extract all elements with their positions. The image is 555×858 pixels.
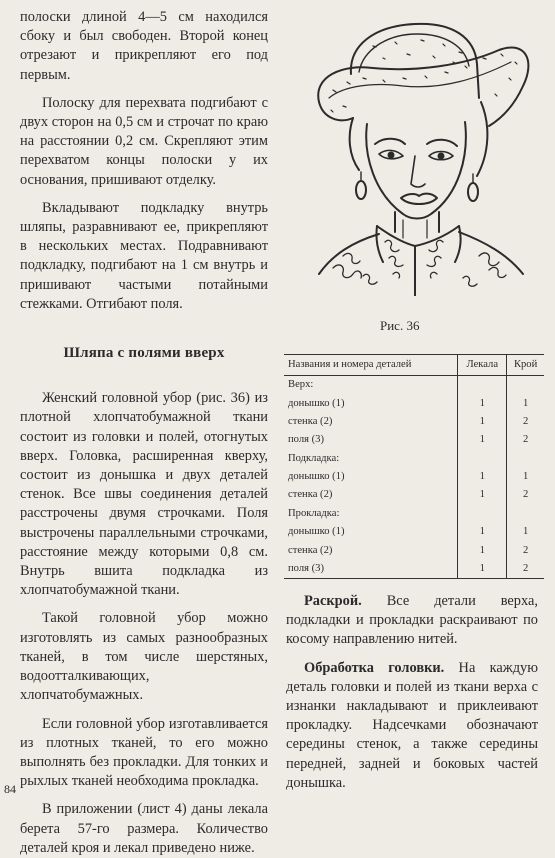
paragraph (286, 659, 538, 793)
table-cell: Верх: (288, 379, 314, 391)
section-title: Шляпа с полями вверх (63, 345, 225, 362)
column-header: Лекала (458, 355, 507, 376)
table-cell: поля (3) (284, 560, 458, 579)
table-row (284, 431, 544, 449)
table-cell: 1 (458, 431, 507, 449)
table-cell (507, 450, 544, 468)
table-cell: Прокладка: (288, 507, 340, 519)
table-cell: 1 (522, 397, 529, 409)
table-cell: 1 (458, 394, 507, 412)
table-cell: донышко (1) (288, 526, 345, 538)
table-cell: донышко (1) (288, 397, 345, 409)
table-row (284, 450, 544, 468)
table-cell: донышко (1) (288, 471, 345, 483)
table-cell (458, 450, 507, 468)
paragraph: Если головной убор изготавливается из плотных тканей, то его можно выполнять без прокладки. Для тонких и рыхлых тканей необходима прокладка. (20, 715, 268, 790)
table-header-row (284, 355, 544, 376)
table-cell: 1 (458, 541, 507, 559)
table-row (284, 394, 544, 412)
run-in-heading: Обработка головки. (304, 659, 445, 676)
figure-caption: Рис. 36 (380, 318, 420, 333)
table-cell: стенка (2) (288, 489, 333, 501)
table-cell: 2 (522, 434, 529, 446)
table-row (284, 541, 544, 559)
right-column (286, 592, 538, 793)
column-header: Крой (507, 355, 544, 376)
table-cell: Подкладка: (288, 452, 340, 464)
table-cell (458, 505, 507, 523)
table-cell (507, 505, 544, 523)
table-cell: 1 (522, 526, 529, 538)
table-cell: стенка (2) (288, 415, 333, 427)
left-column (20, 8, 268, 858)
table-cell (458, 376, 507, 395)
table-cell: 1 (458, 486, 507, 504)
table-cell: 1 (458, 468, 507, 486)
paragraph: В приложении (лист 4) даны лекала берета 57-го размера. Количество деталей кроя и лекал приведено ниже. (20, 801, 268, 856)
parts-table (284, 354, 544, 579)
table-cell: 1 (458, 560, 507, 579)
page-number: 84 (4, 782, 16, 796)
paragraph (286, 592, 538, 650)
hat-illustration (303, 6, 537, 296)
paragraph-text: На каждую деталь головки и полей из ткани верха с изнанки накладывают и приклеивают прокладку. Надсечками обозначают середины стенок, а также середины передней, задней и боковых частей донышка. (286, 659, 538, 791)
paragraph: Женский головной убор (рис. 36) из плотной хлопчатобумажной ткани состоит из головки и полей, отогнутых вверх. Головка, расширенная кверху, состоит из донышка и двух деталей стенок. Все швы соединения деталей расстрочены двумя строчками. Поля выстрочены параллельными строчками, расстояние между которыми 0,8 см. Внутрь вшита подкладка из хлопчатобумажной ткани. (20, 390, 268, 599)
table-row (284, 413, 544, 431)
table-cell: 2 (522, 544, 529, 556)
table-row (284, 523, 544, 541)
column-header: Названия и номера деталей (284, 355, 458, 376)
table-cell: 1 (458, 523, 507, 541)
paragraph: Вкладывают подкладку внутрь шляпы, разравнивают ее, прикрепляют в нескольких местах. Подравнивают подкладку, подгибают на 1 см внутрь и пришивают частыми потайными стежками. Отгибают поля. (20, 199, 268, 312)
table-row (284, 560, 544, 579)
run-in-heading: Раскрой. (304, 593, 362, 609)
table-row (284, 486, 544, 504)
table-cell: 2 (522, 415, 529, 427)
table-cell (507, 376, 544, 395)
table-cell: 1 (522, 471, 529, 483)
table-row (284, 505, 544, 523)
paragraph: полоски длиной 4—5 см находился сбоку и был свободен. Второй конец отрезают и прикрепляют его под первым. (20, 9, 268, 83)
table-cell: 2 (522, 489, 529, 501)
table-row (284, 468, 544, 486)
paragraph: Полоску для перехвата подгибают с двух сторон на 0,5 см и строчат по краю на расстоянии 0,2 см. Скрепляют этим перехватом концы полоски у их основания, пришивают отделку. (20, 94, 268, 188)
table-cell: 1 (458, 413, 507, 431)
paragraph: Такой головной убор можно изготовлять из самых разнообразных тканей, в том числе шерстяных, водоотталкивающих, хлопчатобумажных. (20, 610, 268, 704)
table-cell: стенка (2) (288, 544, 333, 556)
table-row (284, 376, 544, 395)
table-cell: 2 (507, 560, 544, 579)
table-cell: поля (3) (288, 434, 324, 446)
paragraph-text: Все детали верха, подкладки и прокладки раскраивают по косому направлению нитей. (286, 593, 538, 648)
